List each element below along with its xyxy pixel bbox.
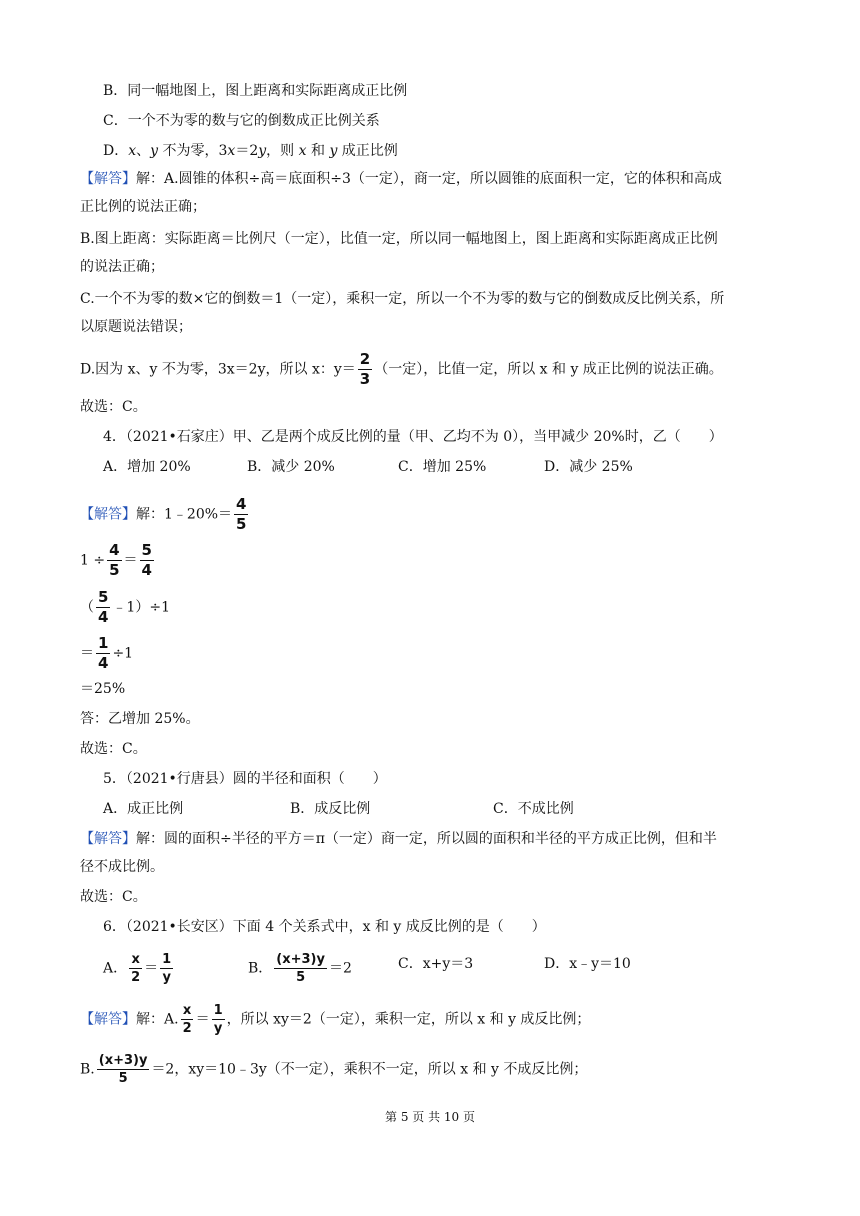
q3-option-c: C．一个不为零的数与它的倒数成正比例关系	[103, 113, 380, 129]
q3-answer-line-6: 以原题说法错误；	[80, 319, 192, 335]
fraction-two-thirds: $\frac{2}{3}$	[359, 350, 371, 388]
q4-selection: 故选：C。	[80, 741, 147, 757]
q3-answer-line-2: 正比例的说法正确；	[80, 199, 206, 215]
fraction-1-over-y: $\frac{1}{y}$	[162, 952, 172, 985]
fraction-one-fourth: $\frac{1}{4}$	[98, 634, 109, 672]
q6-answer-line-2: B. $\frac{(x+3)y}{5}$ ＝2，xy＝10﹣3y（不一定），乘积不一定，所以 x 和 y 不成反比例；	[80, 1053, 588, 1086]
fraction-x3y-over-5: $\frac{(x+3)y}{5}$	[276, 952, 325, 985]
q6-option-a: A． $\frac{x}{2}$ ＝ $\frac{1}{y}$	[103, 952, 172, 985]
fraction-x3y-over-5-b: $\frac{(x+3)y}{5}$	[98, 1053, 148, 1086]
fraction-1-over-y-b: $\frac{1}{y}$	[213, 1003, 223, 1036]
q4-answer-line-4: ＝ $\frac{1}{4}$ ÷1	[80, 634, 134, 672]
q3-answer-line-7: D.因为 x、y 不为零，3x＝2y，所以 x：y＝ $\frac{2}{3}$ （一定），比值一定，所以 x 和 y 成正比例的说法正确。	[80, 350, 723, 388]
q3-answer-line-4: 的说法正确；	[80, 259, 164, 275]
page-footer: 第 5 页 共 10 页	[385, 1110, 475, 1124]
fraction-five-fourths: $\frac{5}{4}$	[141, 541, 152, 579]
q3-answer-line-3: B.图上距离：实际距离＝比例尺（一定），比值一定，所以同一幅地图上，图上距离和实际距离成正比例	[80, 231, 718, 247]
q4-answer-line-3: （ $\frac{5}{4}$ ﹣1）÷1	[80, 588, 170, 626]
q6-option-d: D．x﹣y＝10	[544, 956, 631, 972]
q4-option-a: A．增加 20%	[103, 459, 191, 475]
q5-question: 5．（2021•行唐县）圆的半径和面积（ ）	[103, 771, 387, 787]
q3-answer-line-1: 【解答】解：A.圆锥的体积÷高＝底面积÷3（一定），商一定，所以圆锥的底面积一定，它的体积和高成	[80, 171, 722, 187]
q4-answer-line-5: ＝25%	[80, 681, 126, 697]
q6-answer-line-1: 【解答】解：A. $\frac{x}{2}$ ＝ $\frac{1}{y}$ ，所以 xy＝2（一定），乘积一定，所以 x 和 y 成反比例；	[80, 1003, 591, 1036]
q4-option-b: B．减少 20%	[247, 459, 335, 475]
q3-option-d: D．x、y 不为零，3x＝2y，则 x 和 y 成正比例	[103, 143, 398, 159]
fraction-x-over-2-b: $\frac{x}{2}$	[182, 1003, 192, 1036]
q4-answer-line-2: 1 ÷ $\frac{4}{5}$ ＝ $\frac{5}{4}$	[80, 541, 152, 579]
fraction-four-fifths: $\frac{4}{5}$	[236, 495, 247, 533]
q4-answer-text: 答：乙增加 25%。	[80, 711, 200, 727]
q4-answer-line-1: 【解答】解：1﹣20%＝ $\frac{4}{5}$	[80, 495, 247, 533]
q6-option-b: B． $\frac{(x+3)y}{5}$ ＝2	[248, 952, 352, 985]
q4-option-d: D．减少 25%	[544, 459, 633, 475]
q5-option-b: B．成反比例	[290, 801, 371, 817]
q4-question: 4．（2021•石家庄）甲、乙是两个成反比例的量（甲、乙均不为 0），当甲减少 20%时，乙（ ）	[103, 429, 723, 445]
jieda-tag: 【解答】	[80, 171, 136, 187]
q6-option-c: C．x+y＝3	[398, 956, 474, 972]
q3-selection: 故选：C。	[80, 399, 147, 415]
fraction-four-fifths-2: $\frac{4}{5}$	[109, 541, 120, 579]
q5-option-c: C．不成比例	[493, 801, 574, 817]
q4-option-c: C．增加 25%	[398, 459, 487, 475]
q6-question: 6．（2021•长安区）下面 4 个关系式中，x 和 y 成反比例的是（ ）	[103, 919, 546, 935]
q5-answer-line-2: 径不成比例。	[80, 859, 164, 875]
fraction-five-fourths-2: $\frac{5}{4}$	[98, 588, 109, 626]
q5-answer-line-1: 【解答】解：圆的面积÷半径的平方＝π（一定）商一定，所以圆的面积和半径的平方成正比例，但和半	[80, 831, 717, 847]
q5-option-a: A．成正比例	[103, 801, 184, 817]
q3-answer-line-5: C.一个不为零的数×它的倒数＝1（一定），乘积一定，所以一个不为零的数与它的倒数成反比例关系，所	[80, 291, 725, 307]
q5-selection: 故选：C。	[80, 889, 147, 905]
fraction-x-over-2: $\frac{x}{2}$	[131, 952, 141, 985]
q3-option-b: B．同一幅地图上，图上距离和实际距离成正比例	[103, 83, 408, 99]
